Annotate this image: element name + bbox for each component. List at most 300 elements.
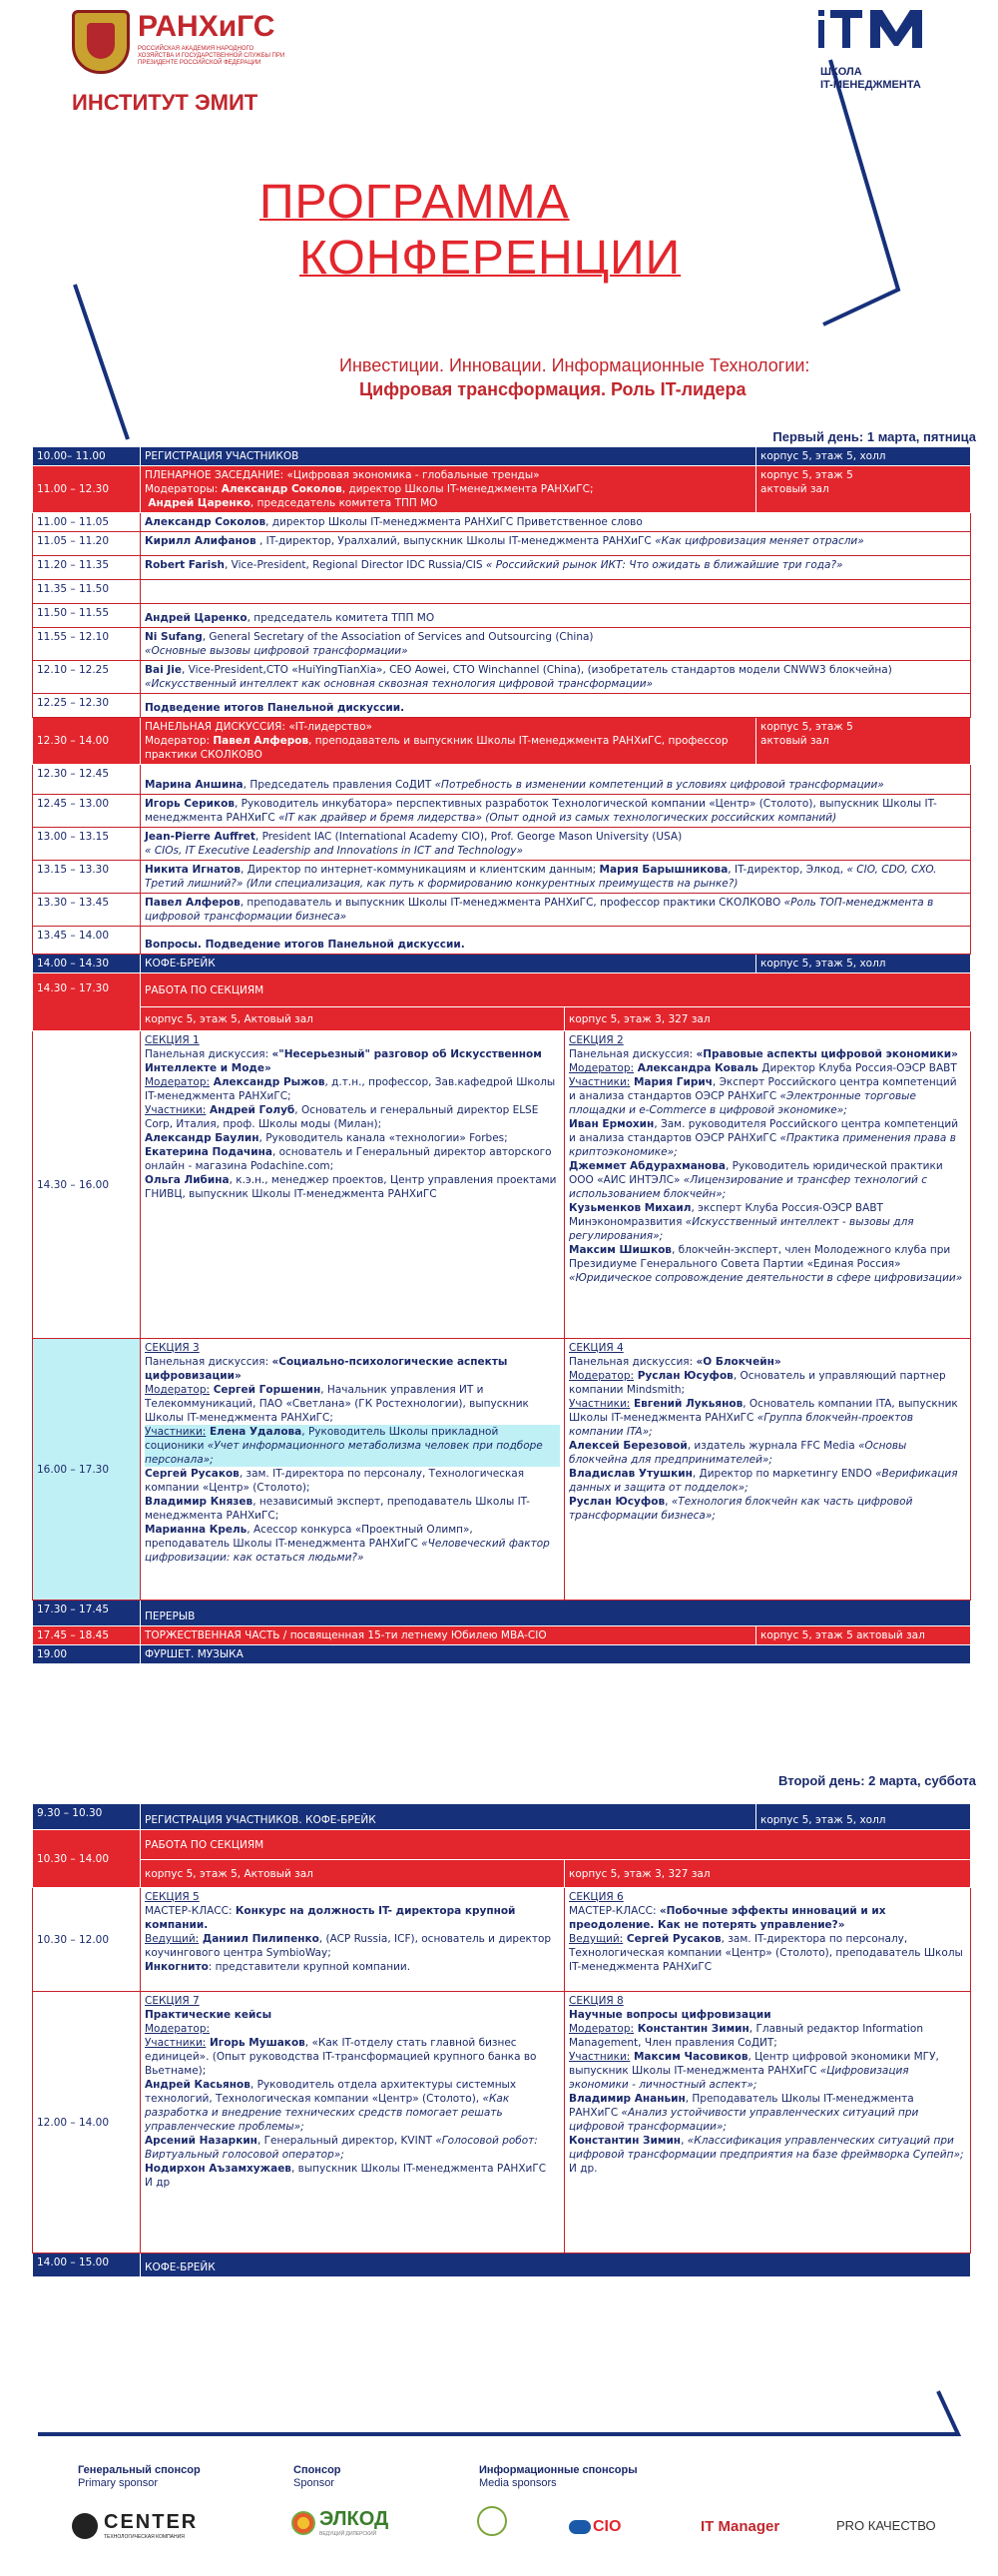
moderator-name: Александр Рыжов — [210, 1076, 325, 1088]
participant-role: , Зам. руководителя Российского центра компетенций и анализа стандартов ОЭСР РАНХиГС — [569, 1118, 959, 1144]
participant-name: Арсений Назаркин — [145, 2135, 257, 2147]
row-text: РАБОТА ПО СЕКЦИЯМ — [141, 973, 971, 1007]
speaker-role: , General Secretary of the Association of Services and Outsourcing (China) — [202, 631, 594, 643]
row-time: 12.00 – 14.00 — [33, 1992, 141, 2254]
location-line: корпус 5, этаж 5 — [760, 469, 853, 481]
panel-label: Панельная дискуссия: — [569, 1048, 697, 1060]
elkod-flower-icon — [291, 2511, 315, 2535]
speaker-name: Игорь Сериков — [145, 798, 235, 810]
speaker-role: , Директор по интернет-коммуникациям и клиентским данным; — [241, 864, 600, 876]
media-sponsor-heading — [479, 2464, 638, 2490]
participants-label: Участники: — [569, 1398, 631, 1410]
section-title: СЕКЦИЯ 4 — [569, 1342, 624, 1354]
table-row — [33, 894, 971, 927]
moderator-role: , директор Школы IT-менеджмента РАНХиГС; — [341, 483, 594, 495]
host-name: Сергей Русаков — [623, 1933, 722, 1945]
masterclass-label: МАСТЕР-КЛАСС: — [145, 1905, 236, 1917]
elkod-logo-subtext: ВЕДУЩИЙ ДИЛЕРСКИЙ — [319, 2531, 377, 2537]
participants-label: Участники: — [145, 1104, 207, 1116]
row-text: РЕГИСТРАЦИЯ УЧАСТНИКОВ — [141, 447, 756, 466]
center-logo-subtext: ТЕХНОЛОГИЧЕСКАЯ КОМПАНИЯ — [104, 2534, 185, 2540]
participant-role: , выпускник Школы IT-менеджмента РАНХиГС — [290, 2163, 547, 2175]
participant-name: Максим Часовиков — [630, 2051, 748, 2063]
speaker-role: , Vice-President,CTO «HuiYingTianXia», CEO Aowei, CTO Winchannel (China), (изобретатель стандартов модели CNWW3 блокчейна) — [181, 664, 892, 676]
moderator-role: , преподаватель и выпускник Школы IT-менеджмента РАНХиГС, профессор практики СКОЛКОВО — [145, 735, 729, 761]
etc-text: И др. — [569, 2163, 598, 2175]
sponsor-label: Спонсор — [293, 2464, 341, 2476]
participant-name: Нодирхон Аъзамхужаев — [145, 2163, 291, 2175]
row-time: 17.45 – 18.45 — [33, 1626, 141, 1645]
title-line2: КОНФЕРЕНЦИИ — [299, 232, 682, 285]
row-text — [141, 828, 971, 861]
cio-logo — [569, 2518, 621, 2536]
row-text — [141, 604, 971, 628]
participant-role: , издатель журнала FFC Media — [687, 1440, 859, 1452]
section-title: СЕКЦИЯ 2 — [569, 1034, 624, 1046]
participant-name: Евгений Лукьянов — [630, 1398, 744, 1410]
participant-name: Руслан Юсуфов — [569, 1496, 666, 1508]
panel-title: «Социально-психологические аспекты цифровизации» — [145, 1356, 508, 1382]
participant-role: , Директор по маркетингу ENDO — [692, 1468, 876, 1480]
talk-title: «Анализ устойчивости управленческих ситуаций при цифровой трансформации»; — [569, 2107, 919, 2133]
row-time: 12.30 – 14.00 — [33, 718, 141, 765]
row-text — [141, 894, 971, 927]
moderator-role: , Начальник управления ИТ и Телекоммуникаций, ПАО «Светлана» (ГК Ростехнологии), выпускник Школы IT-менеджмента РАНХиГС; — [145, 1384, 529, 1424]
section-7 — [141, 1992, 565, 2254]
participants-label: Участники: — [145, 1426, 207, 1438]
institute-name: ИНСТИТУТ ЭМИТ — [72, 90, 258, 115]
row-location: корпус 5, этаж 5 актовый зал — [756, 1626, 971, 1645]
talk-title: «Человеческий фактор цифровизации: как остаться людьми?» — [145, 1538, 550, 1564]
participant-role: , независимый эксперт, преподаватель Школы IT-менеджмента РАНХиГС; — [145, 1496, 530, 1522]
table-row — [33, 694, 971, 718]
speaker-name: Кирилл Алифанов — [145, 535, 256, 547]
speaker-role: , преподаватель и выпускник Школы IT-менеджмента РАНХиГС, профессор практики СКОЛКОВО — [240, 897, 784, 909]
location-line: актовый зал — [760, 483, 829, 495]
participant-role: , эксперт Клуба Россия-ОЭСР ВАВТ Минэкономразвития — [569, 1202, 883, 1228]
moderator-name: Руслан Юсуфов — [634, 1370, 734, 1382]
moderator-name: Сергей Горшенин — [210, 1384, 321, 1396]
center-logo — [72, 2511, 198, 2540]
moderator-label: Модератор: — [145, 735, 214, 747]
table-row — [33, 955, 971, 973]
host-label: Ведущий: — [145, 1933, 200, 1945]
talk-title: «Электронные торговые площадки и e-Commerce в цифровой экономике»; — [569, 1090, 916, 1116]
host-role: , (ACP Russia, ICF), основатель и директор коучингового центра SymbioWay; — [145, 1933, 552, 1959]
row-text — [141, 927, 971, 955]
row-time: 14.00 – 15.00 — [33, 2254, 141, 2277]
sponsor-label-en: Sponsor — [293, 2477, 334, 2489]
panel-label: Панельная дискуссия: — [569, 1356, 697, 1368]
talk-title: «Цифровизация экономики - личностный аспект»; — [569, 2065, 909, 2091]
section-title: СЕКЦИЯ 3 — [145, 1342, 200, 1354]
participant-name: Константин Зимин — [569, 2135, 682, 2147]
row-time: 13.45 – 14.00 — [33, 927, 141, 955]
participant-name: Игорь Мушаков — [206, 2037, 305, 2049]
incognito-label: Инкогнито — [145, 1961, 209, 1973]
row-text — [141, 861, 971, 894]
right-location: корпус 5, этаж 3, 327 зал — [565, 1860, 971, 1888]
participant-role: , к.э.н., менеджер проектов, Центр управления проектами ГНИВЦ, выпускник Школы IT-менеджмента РАНХиГС — [145, 1174, 557, 1200]
incognito-text: : представители крупной компании. — [208, 1961, 411, 1973]
table-row — [33, 828, 971, 861]
talk-title: «Классификация управленческих ситуаций при цифровой трансформации предприятия на базе фреймворка Супейп»; — [569, 2135, 964, 2161]
moderator-label: Модератор: — [145, 1076, 211, 1088]
masterclass-label: МАСТЕР-КЛАСС: — [569, 1905, 660, 1917]
talk-title: «Учет информационного метаболизма человек при подборе персонала»; — [145, 1440, 543, 1466]
day2-table — [32, 1803, 971, 2277]
host-label: Ведущий: — [569, 1933, 624, 1945]
row-text — [141, 718, 756, 765]
speaker-name: Ni Sufang — [145, 631, 203, 643]
prokachestvo-logo: PRO КАЧЕСТВО — [836, 2518, 936, 2533]
participant-role: , Преподаватель Школы IT-менеджмента РАНХиГС — [569, 2093, 914, 2119]
speaker-name: Мария Барышникова — [599, 864, 729, 876]
title-line1: ПРОГРАММА — [259, 176, 570, 229]
ranepa-logo — [72, 10, 285, 74]
day2-label: Второй день: 2 марта, суббота — [778, 1773, 976, 1788]
table-row — [33, 795, 971, 828]
row-time: 14.30 – 16.00 — [33, 1031, 141, 1339]
participants-label: Участники: — [569, 1076, 631, 1088]
section-title: СЕКЦИЯ 8 — [569, 1995, 624, 2007]
row-time: 13.00 – 13.15 — [33, 828, 141, 861]
general-sponsor-label: Генеральный спонсор — [78, 2464, 201, 2476]
moderator-label: Модератор: — [145, 1384, 211, 1396]
table-row — [33, 765, 971, 795]
row-time: 9.30 – 10.30 — [33, 1804, 141, 1830]
moderator-role: , Основатель и управляющий партнер компании Mindsmith; — [569, 1370, 946, 1396]
participant-role: , Руководитель Школы прикладной соционики — [145, 1426, 499, 1452]
talk-title: « Российский рынок ИКТ: Что ожидать в ближайшие три года?» — [485, 559, 843, 571]
row-text: РАБОТА ПО СЕКЦИЯМ — [141, 1830, 971, 1860]
talk-title: « CIO, CDO, CXO. Третий лишний?» (Или специализация, как путь к формированию конкурентных преимуществ на рынке?) — [145, 864, 937, 890]
table-row — [33, 927, 971, 955]
table-row — [33, 447, 971, 466]
section-title: СЕКЦИЯ 6 — [569, 1891, 624, 1903]
participant-role: , — [681, 2135, 688, 2147]
talk-title: «Голосовой робот: Виртуальный голосовой оператор»; — [145, 2135, 538, 2161]
row-time: 11.05 – 11.20 — [33, 532, 141, 556]
row-text — [141, 466, 756, 513]
row-time: 16.00 – 17.30 — [33, 1339, 141, 1601]
speaker-name: Павел Алферов — [145, 897, 241, 909]
moderator-name: Александра Коваль — [634, 1062, 758, 1074]
talk-title: «IT как драйвер и бремя лидерства» (Опыт одной из самых технологических российских компаний) — [278, 812, 837, 824]
section-4 — [565, 1339, 971, 1601]
moderator-label: Модератор: — [145, 2023, 211, 2035]
moderator-role: , д.т.н., профессор, Зав.кафедрой Школы IT-менеджмента РАНХиГС; — [145, 1076, 556, 1102]
participant-role: , Руководитель юридической практики ООО «АИС ИНТЭЛС» — [569, 1160, 943, 1186]
participant-name: Елена Удалова — [206, 1426, 302, 1438]
moderator-label: Модератор: — [569, 1062, 635, 1074]
masterclass-title: Конкурс на должность IT- директора крупной компании. — [145, 1905, 516, 1931]
participant-role: , Генеральный директор, KVINT — [256, 2135, 436, 2147]
row-text — [141, 556, 971, 580]
talk-title: «Роль ТОП-менеджмента в цифровой трансформации бизнеса» — [145, 897, 934, 923]
row-time: 13.30 – 13.45 — [33, 894, 141, 927]
panel-label: Панельная дискуссия: — [145, 1048, 272, 1060]
table-row — [33, 628, 971, 661]
table-row — [33, 1007, 971, 1031]
row-time: 10.30 – 12.00 — [33, 1888, 141, 1992]
table-row — [33, 532, 971, 556]
left-location: корпус 5, этаж 5, Актовый зал — [141, 1860, 565, 1888]
table-row — [33, 718, 971, 765]
speaker-role: , директор Школы IT-менеджмента РАНХиГС Приветственное слово — [265, 516, 643, 528]
left-location: корпус 5, этаж 5, Актовый зал — [141, 1007, 565, 1031]
subtitle-line2: Цифровая трансформация. Роль IT-лидера — [359, 379, 747, 399]
talk-title: «Как цифровизация меняет отрасли» — [655, 535, 864, 547]
location-line: актовый зал — [760, 735, 829, 747]
speaker-role: , President IAC (International Academy CIO), Prof. George Mason University (USA) — [254, 831, 683, 843]
row-time: 14.00 – 14.30 — [33, 955, 141, 973]
talk-title: «Лицензирование и трансфер технологий с использованием блокчейн»; — [569, 1174, 927, 1200]
masterclass-title: «Побочные эффекты инноваций и их преодоление. Как не потерять управление?» — [569, 1905, 886, 1931]
participant-name: Владимир Князев — [145, 1496, 253, 1508]
section-3 — [141, 1339, 565, 1601]
cio-logo-text: CIO — [593, 2518, 622, 2535]
section-heading: Научные вопросы цифровизации — [569, 2009, 771, 2021]
table-row — [33, 1860, 971, 1888]
summary-text: Вопросы. Подведение итогов Панельной дискуссии. — [145, 939, 465, 951]
panel-label: Панельная дискуссия: — [145, 1356, 272, 1368]
moderator-role: , председатель комитета ТПП МО — [250, 497, 438, 509]
day1-table — [32, 446, 971, 1664]
crest-icon — [72, 10, 130, 74]
row-text: ФУРШЕТ. МУЗЫКА — [141, 1645, 971, 1664]
table-row — [33, 1601, 971, 1626]
talk-title: «Искусственный интеллект как основная сквозная технология цифровой трансформации» — [145, 678, 654, 690]
elkod-logo — [291, 2508, 388, 2537]
panel-title: «О Блокчейн» — [696, 1356, 781, 1368]
talk-title: «Технология блокчейн как часть цифровой трансформации бизнеса»; — [569, 1496, 913, 1522]
elkod-logo-text: ЭЛКОД — [319, 2508, 389, 2530]
participant-name: Андрей Голуб — [206, 1104, 295, 1116]
table-row — [33, 1888, 971, 1992]
media-sponsor-label-en: Media sponsors — [479, 2477, 557, 2489]
participant-name: Джеммет Абдурахманова — [569, 1160, 726, 1172]
sponsor-heading — [293, 2464, 341, 2490]
panel-title: ПАНЕЛЬНАЯ ДИСКУССИЯ: «IT-лидерство» — [145, 721, 372, 733]
speaker-role: , Vice-President, Regional Director IDC Russia/CIS — [224, 559, 486, 571]
table-row — [33, 466, 971, 513]
panel-title: «Правовые аспекты цифровой экономики» — [696, 1048, 958, 1060]
participant-role: , Центр цифровой экономики МГУ, выпускник Школы IT-менеджмента РАНХиГС — [569, 2051, 939, 2077]
row-time: 13.15 – 13.30 — [33, 861, 141, 894]
table-row — [33, 1626, 971, 1645]
speaker-name: Bai Jie — [145, 664, 182, 676]
moderator-role: , Главный редактор Information Management, Член правления СоДИТ; — [569, 2023, 923, 2049]
participant-name: Владислав Утушкин — [569, 1468, 693, 1480]
itm-line2: IT-МЕНЕДЖМЕНТА — [820, 79, 921, 91]
participant-name: Алексей Березовой — [569, 1440, 688, 1452]
speaker-role: , IT-директор, Элкод, — [728, 864, 847, 876]
speaker-role: , председатель комитета ТПП МО — [247, 612, 435, 624]
participant-role: , Руководитель отдела архитектуры системных технологий, Технологическая компании «Центр» (Столото), — [145, 2079, 517, 2105]
row-text — [141, 580, 971, 604]
table-row — [33, 1804, 971, 1830]
section-title: СЕКЦИЯ 7 — [145, 1995, 200, 2007]
table-row — [33, 580, 971, 604]
row-time: 12.45 – 13.00 — [33, 795, 141, 828]
row-location: корпус 5, этаж 5, холл — [756, 1804, 971, 1830]
section-2 — [565, 1031, 971, 1339]
row-text — [141, 765, 971, 795]
participant-role: , «Как IT-отделу стать главной бизнес единицей». (Опыт руководства IT-трансформацией крупного банка во Вьетнаме); — [145, 2037, 537, 2077]
table-row — [33, 556, 971, 580]
table-row — [33, 1992, 971, 2254]
section-1 — [141, 1031, 565, 1339]
row-text: ПЕРЕРЫВ — [141, 1601, 971, 1626]
row-text: КОФЕ-БРЕЙК — [141, 955, 756, 973]
table-row — [33, 973, 971, 1007]
row-time: 11.50 – 11.55 — [33, 604, 141, 628]
moderator-name: Андрей Царенко — [148, 497, 250, 509]
speaker-name: Jean-Pierre Auffret — [145, 831, 255, 843]
ranepa-subtitle: РОССИЙСКАЯ АКАДЕМИЯ НАРОДНОГО ХОЗЯЙСТВА И ГОСУДАРСТВЕННОЙ СЛУЖБЫ ПРИ ПРЕЗИДЕНТЕ РОССИЙСКОЙ ФЕДЕРАЦИИ — [138, 46, 285, 66]
speaker-role: , Председатель правления СоДИТ — [243, 779, 435, 791]
table-row — [33, 1031, 971, 1339]
participant-role: , блокчейн-эксперт, член Молодежного клуба при Президиуме Генерального Совета Партии «Единая Россия» — [569, 1244, 951, 1270]
row-text: КОФЕ-БРЕЙК — [141, 2254, 971, 2277]
row-time: 12.10 – 12.25 — [33, 661, 141, 694]
speaker-name: Андрей Царенко — [145, 612, 248, 624]
participant-role: , Руководитель канала «технологии» Forbes; — [258, 1132, 508, 1144]
speaker-name: Никита Игнатов — [145, 864, 242, 876]
row-time: 11.55 – 12.10 — [33, 628, 141, 661]
table-row — [33, 1339, 971, 1601]
section-6 — [565, 1888, 971, 1992]
participant-name: Екатерина Подачина — [145, 1146, 272, 1158]
host-name: Даниил Пилипенко — [199, 1933, 319, 1945]
moderator-role: Директор Клуба Россия-ОЭСР ВАВТ — [757, 1062, 957, 1074]
row-text — [141, 513, 971, 532]
table-row — [33, 1830, 971, 1860]
row-time: 10.30 – 14.00 — [33, 1830, 141, 1888]
talk-title: «Верификация данных и защита от подделок»; — [569, 1468, 958, 1494]
participant-role: , Основатель компании ITA, выпускник Школы IT-менеджмента РАНХиГС — [569, 1398, 958, 1424]
participant-name: Кузьменков Михаил — [569, 1202, 692, 1214]
speaker-name: Александр Соколов — [145, 516, 266, 528]
participant-name: Владимир Ананьин — [569, 2093, 686, 2105]
row-time: 11.00 – 11.05 — [33, 513, 141, 532]
row-text — [141, 661, 971, 694]
row-time: 14.30 – 17.30 — [33, 973, 141, 1031]
moderator-label: Модератор: — [569, 1370, 635, 1382]
media-logo-round-icon — [477, 2506, 507, 2536]
participant-name: Ольга Либина — [145, 1174, 230, 1186]
participant-role: , — [665, 1496, 672, 1508]
panel-title: «"Несерьезный" разговор об Искусственном Интеллекте и Моде» — [145, 1048, 542, 1074]
participant-name: Андрей Касьянов — [145, 2079, 250, 2091]
row-time: 12.30 – 12.45 — [33, 765, 141, 795]
row-text: ТОРЖЕСТВЕННАЯ ЧАСТЬ / посвященная 15-ти летнему Юбилею MBA-CIO — [141, 1626, 756, 1645]
participant-name: Максим Шишков — [569, 1244, 672, 1256]
row-time: 12.25 – 12.30 — [33, 694, 141, 718]
talk-title: «Основы блокчейна для предпринимателей»; — [569, 1440, 907, 1466]
row-location: корпус 5, этаж 5, холл — [756, 955, 971, 973]
participant-name: Иван Ермохин — [569, 1118, 655, 1130]
participant-role: , Эксперт Российского центра компетенций и анализа стандартов ОЭСР РАНХиГС — [569, 1076, 957, 1102]
day1-label: Первый день: 1 марта, пятница — [772, 429, 976, 444]
cio-badge-icon — [569, 2520, 591, 2534]
plenary-title: ПЛЕНАРНОЕ ЗАСЕДАНИЕ: «Цифровая экономика - глобальные тренды» — [145, 469, 540, 481]
row-text — [141, 694, 971, 718]
row-location: корпус 5, этаж 5, холл — [756, 447, 971, 466]
participants-label: Участники: — [145, 2037, 207, 2049]
section-5 — [141, 1888, 565, 1992]
row-time: 17.30 – 17.45 — [33, 1601, 141, 1626]
speaker-name: Марина Аншина — [145, 779, 244, 791]
row-location — [756, 718, 971, 765]
speaker-role: , Руководитель инкубатора» перспективных разработок Технологической компании «Центр» (Столото), выпускник Школы IT-менеджмента РАНХиГС — [145, 798, 937, 824]
participant-name: Александр Баулин — [145, 1132, 259, 1144]
etc-text: И др — [145, 2177, 171, 2189]
moderator-name: Александр Соколов — [221, 483, 342, 495]
talk-title: «Искусственный интеллект - вызовы для регулирования»; — [569, 1216, 914, 1242]
row-time: 11.00 – 12.30 — [33, 466, 141, 513]
participant-role: , зам. IT-директора по персоналу, Технологическая компании «Центр» (Столото); — [145, 1468, 525, 1494]
row-text — [141, 628, 971, 661]
row-time: 10.00– 11.00 — [33, 447, 141, 466]
speaker-role: , IT-директор, Уралхалий, выпускник Школы IT-менеджмента РАНХиГС — [255, 535, 656, 547]
table-row — [33, 604, 971, 628]
section-title: СЕКЦИЯ 1 — [145, 1034, 200, 1046]
row-location — [756, 466, 971, 513]
summary-text: Подведение итогов Панельной дискуссии. — [145, 702, 405, 714]
host-role: , зам. IT-директора по персоналу, Технологическая компании «Центр» (Столото), преподаватель Школы IT-менеджмента РАНХиГС — [569, 1933, 963, 1973]
moderator-label: Модератор: — [569, 2023, 635, 2035]
row-text — [141, 795, 971, 828]
talk-title: «Юридическое сопровождение деятельности в сфере цифровизации» — [569, 1272, 963, 1284]
itm-school-name — [820, 66, 921, 92]
section-8 — [565, 1992, 971, 2254]
moderators-label: Модераторы: — [145, 483, 222, 495]
table-row — [33, 861, 971, 894]
row-text: РЕГИСТРАЦИЯ УЧАСТНИКОВ. КОФЕ-БРЕЙК — [141, 1804, 756, 1830]
section-heading: Практические кейсы — [145, 2009, 272, 2021]
general-sponsor-label-en: Primary sponsor — [78, 2477, 159, 2489]
talk-title: «Основные вызовы цифровой трансформации» — [145, 645, 408, 657]
subtitle-line1: Инвестиции. Инновации. Информационные Технологии: — [339, 355, 810, 375]
talk-title: «Как разработка и внедрение технических средств помогает решать управленческие проблемы»; — [145, 2093, 510, 2133]
ranepa-name: РАНХиГС — [138, 10, 275, 43]
talk-title: « CIOs, IT Executive Leadership and Innovations in ICT and Technology» — [145, 845, 523, 857]
participant-name: Марианна Крель — [145, 1524, 248, 1536]
media-sponsor-label: Информационные спонсоры — [479, 2464, 638, 2476]
location-line: корпус 5, этаж 5 — [760, 721, 853, 733]
itm-logo-icon — [818, 6, 938, 52]
participant-name: Мария Гирич — [630, 1076, 713, 1088]
center-logo-text: CENTER — [104, 2511, 199, 2533]
table-row — [33, 2254, 971, 2277]
talk-title: «Практика применения права в криптоэкономике»; — [569, 1132, 956, 1158]
table-row — [33, 513, 971, 532]
row-time: 19.00 — [33, 1645, 141, 1664]
page-title — [259, 175, 681, 287]
row-time: 11.20 – 11.35 — [33, 556, 141, 580]
talk-title: «Группа блокчейн-проектов компании ITA»; — [569, 1412, 914, 1438]
row-time: 11.35 – 11.50 — [33, 580, 141, 604]
center-circle-icon — [72, 2513, 98, 2539]
table-row — [33, 661, 971, 694]
participant-role: , Асессор конкурса «Проектный Олимп», преподаватель Школы IT-менеджмента РАНХиГС — [145, 1524, 473, 1550]
table-row — [33, 1645, 971, 1664]
right-location: корпус 5, этаж 3, 327 зал — [565, 1007, 971, 1031]
participants-label: Участники: — [569, 2051, 631, 2063]
moderator-name: Константин Зимин — [634, 2023, 749, 2035]
